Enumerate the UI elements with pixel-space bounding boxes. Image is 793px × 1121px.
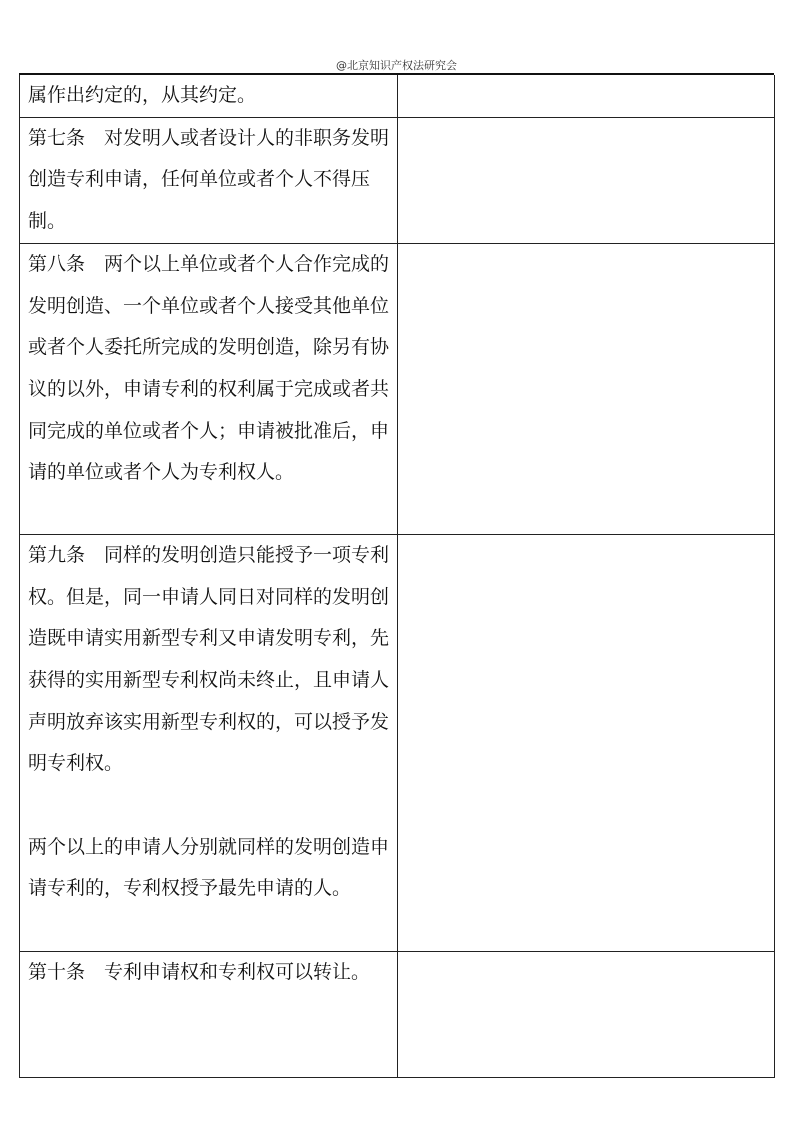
article-text: 属作出约定的，从其约定。 (28, 84, 257, 106)
watermark-text: @北京知识产权法研究会 (336, 59, 457, 72)
left-cell (20, 951, 398, 1077)
left-cell (20, 534, 398, 951)
right-cell (398, 117, 775, 243)
paragraph-spacer (28, 785, 389, 827)
table-row (20, 534, 775, 951)
article-text: 第十条 专利申请权和专利权可以转让。 (28, 960, 371, 983)
article-text: 第八条 两个以上单位或者个人合作完成的发明创造、一个单位或者个人接受其他单位或者个人委托所完成的发明创造，除另有协议的以外，申请专利的权利属于完成或者共同完成的单位或者个人；申请被批准后，申请的单位或者个人为专利权人。 (28, 252, 390, 484)
article-text: 第七条 对发明人或者设计人的非职务发明创造专利申请，任何单位或者个人不得压制。 (28, 126, 390, 233)
article-text: 第九条 同样的发明创造只能授予一项专利权。但是，同一申请人同日对同样的发明创造既申请实用新型专利又申请发明专利，先获得的实用新型专利权尚未终止，且申请人声明放弃该实用新型专利权的，可以授予发明专利权。 (28, 543, 390, 775)
left-cell (20, 117, 398, 243)
right-cell (398, 951, 775, 1077)
table-row (20, 117, 775, 243)
comparison-table (19, 75, 775, 1078)
right-cell (398, 75, 775, 117)
table-row (20, 75, 775, 117)
left-cell (20, 75, 398, 117)
right-cell (398, 534, 775, 951)
left-cell (20, 243, 398, 534)
right-cell (398, 243, 775, 534)
table-row (20, 951, 775, 1077)
article-text: 两个以上的申请人分别就同样的发明创造申请专利的，专利权授予最先申请的人。 (28, 835, 390, 900)
table-row (20, 243, 775, 534)
